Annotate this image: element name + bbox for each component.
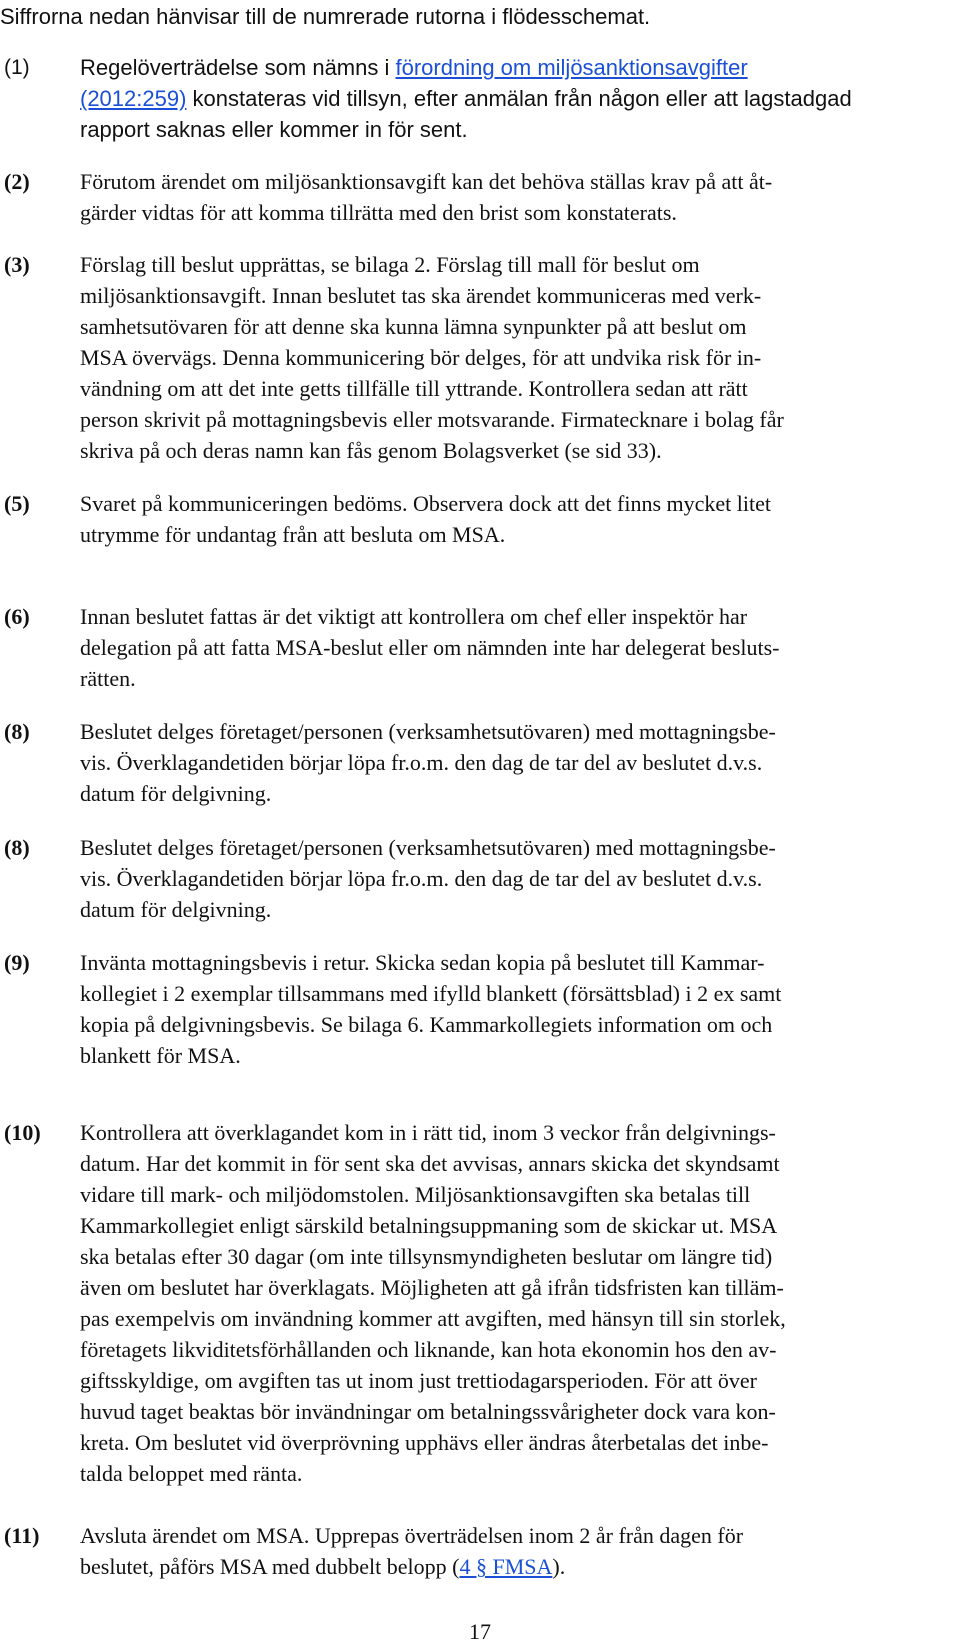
item-number: (8) <box>4 835 30 860</box>
item-text <box>80 1520 960 1582</box>
item-line: Avsluta ärendet om MSA. Upprepas överträdelsen inom 2 år från dagen för <box>80 1523 744 1548</box>
item-line <box>80 83 960 114</box>
regulation-link[interactable]: förordning om miljösanktionsavgifter <box>395 55 748 80</box>
item-text <box>80 1117 960 1489</box>
item-line <box>80 1551 960 1582</box>
item-line: Beslutet delges företaget/personen (verksamhetsutövaren) med mottagningsbe- <box>80 835 776 860</box>
item-number: (1) <box>4 56 30 79</box>
item-number: (10) <box>4 1120 41 1145</box>
item-line: datum för delgivning. <box>80 897 272 922</box>
item-line: datum för delgivning. <box>80 781 272 806</box>
item-line: Kontrollera att överklagandet kom in i rätt tid, inom 3 veckor från delgivnings- <box>80 1120 776 1145</box>
item-line: miljösanktionsavgift. Innan beslutet tas ska ärendet kommuniceras med verk- <box>80 283 762 308</box>
item-line: blankett för MSA. <box>80 1043 241 1068</box>
item-line: talda beloppet med ränta. <box>80 1461 303 1486</box>
item-line: delegation på att fatta MSA-beslut eller om nämnden inte har delegerat besluts- <box>80 635 780 660</box>
item-line: kopia på delgivningsbevis. Se bilaga 6. Kammarkollegiets information om och <box>80 1012 773 1037</box>
item-number: (5) <box>4 491 30 516</box>
item-number: (11) <box>4 1523 40 1548</box>
regulation-number-link[interactable]: (2012:259) <box>80 86 187 111</box>
item-line: giftsskyldige, om avgiften tas ut inom just trettiodagarsperioden. För att över <box>80 1368 757 1393</box>
item-line: datum. Har det kommit in för sent ska det avvisas, annars skicka det skyndsamt <box>80 1151 780 1176</box>
item-line: Förslag till beslut upprättas, se bilaga 2. Förslag till mall för beslut om <box>80 252 700 277</box>
item-line: vis. Överklagandetiden börjar löpa fr.o.m. den dag de tar del av beslutet d.v.s. <box>80 866 763 891</box>
item-line: Innan beslutet fattas är det viktigt att kontrollera om chef eller inspektör har <box>80 604 748 629</box>
item-line: pas exempelvis om invändning kommer att avgiften, med hänsyn till sin storlek, <box>80 1306 786 1331</box>
item-line: Förutom ärendet om miljösanktionsavgift kan det behöva ställas krav på att åt- <box>80 169 773 194</box>
page-number: 17 <box>469 1619 491 1644</box>
item-line: kreta. Om beslutet vid överprövning upphävs eller ändras återbetalas det inbe- <box>80 1430 769 1455</box>
item-number: (3) <box>4 252 30 277</box>
item-text <box>80 249 960 466</box>
item-line: rätten. <box>80 666 136 691</box>
item-line: utrymme för undantag från att besluta om MSA. <box>80 522 506 547</box>
text-segment: beslutet, påförs MSA med dubbelt belopp ( <box>80 1554 460 1579</box>
item-number: (8) <box>4 719 30 744</box>
item-line: huvud taget beaktas bör invändningar om betalningssvårigheter dock vara kon- <box>80 1399 776 1424</box>
item-line: kollegiet i 2 exemplar tillsammans med ifylld blankett (försättsblad) i 2 ex samt <box>80 981 782 1006</box>
item-line: Kammarkollegiet enligt särskild betalningsuppmaning som de skickar ut. MSA <box>80 1213 778 1238</box>
text-segment: konstateras vid tillsyn, efter anmälan från någon eller att lagstadgad <box>186 86 852 111</box>
item-line: även om beslutet har överklagats. Möjligheten att gå ifrån tidsfristen kan tilläm- <box>80 1275 784 1300</box>
item-line: vis. Överklagandetiden börjar löpa fr.o.m. den dag de tar del av beslutet d.v.s. <box>80 750 763 775</box>
item-text <box>80 488 960 550</box>
item-line: skriva på och deras namn kan fås genom Bolagsverket (se sid 33). <box>80 438 662 463</box>
item-text <box>80 832 960 925</box>
item-text <box>80 601 960 694</box>
item-line: ska betalas efter 30 dagar (om inte tillsynsmyndigheten beslutar om längre tid) <box>80 1244 773 1269</box>
fmsa-link[interactable]: 4 § FMSA <box>459 1554 553 1579</box>
item-line: Svaret på kommuniceringen bedöms. Observera dock att det finns mycket litet <box>80 491 771 516</box>
item-line: Beslutet delges företaget/personen (verksamhetsutövaren) med mottagningsbe- <box>80 719 776 744</box>
item-text <box>80 716 960 809</box>
item-line: vidare till mark- och miljödomstolen. Miljösanktionsavgiften ska betalas till <box>80 1182 751 1207</box>
item-number: (2) <box>4 169 30 194</box>
text-segment: Regelöverträdelse som nämns i <box>80 55 396 80</box>
item-text <box>80 52 960 145</box>
intro-text: Siffrorna nedan hänvisar till de numrerade rutorna i flödesschemat. <box>0 4 651 29</box>
item-text <box>80 947 960 1071</box>
item-line: Invänta mottagningsbevis i retur. Skicka sedan kopia på beslutet till Kammar- <box>80 950 765 975</box>
item-number: (6) <box>4 604 30 629</box>
item-line: samhetsutövaren för att denne ska kunna lämna synpunkter på att beslut om <box>80 314 747 339</box>
item-text <box>80 166 960 228</box>
item-line: MSA övervägs. Denna kommunicering bör delges, för att undvika risk för in- <box>80 345 762 370</box>
item-line <box>80 52 960 83</box>
item-line: vändning om att det inte getts tillfälle till yttrande. Kontrollera sedan att rätt <box>80 376 748 401</box>
item-line: företagets likviditetsförhållanden och liknande, kan hota ekonomin hos den av- <box>80 1337 777 1362</box>
text-segment: ). <box>552 1554 566 1579</box>
item-number: (9) <box>4 950 30 975</box>
item-line: person skrivit på mottagningsbevis eller motsvarande. Firmatecknare i bolag får <box>80 407 784 432</box>
item-line: gärder vidtas för att komma tillrätta med den brist som konstaterats. <box>80 200 677 225</box>
item-line: rapport saknas eller kommer in för sent. <box>80 117 468 142</box>
